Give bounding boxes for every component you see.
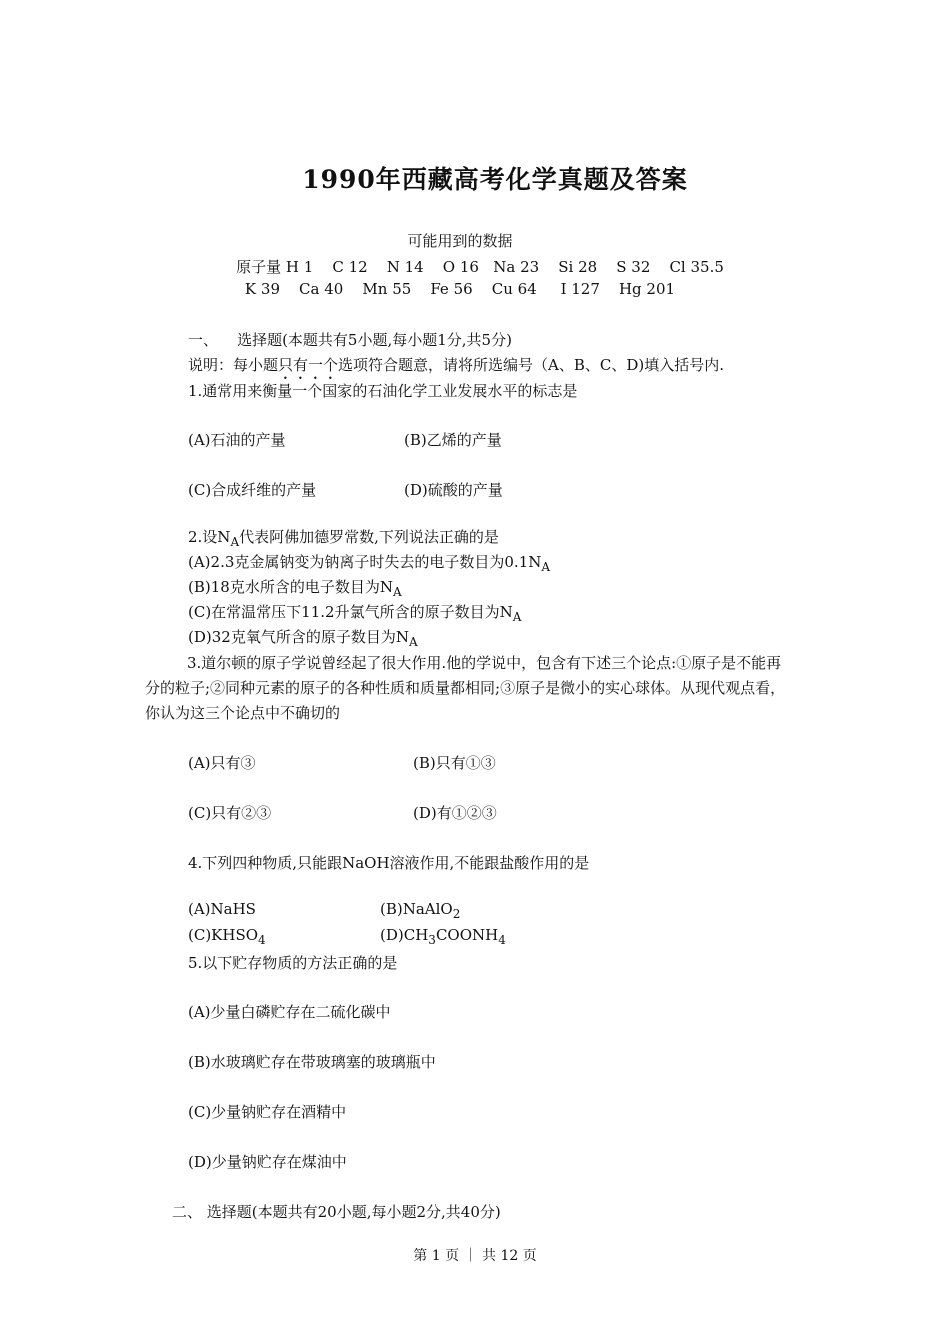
question-5-option-d: (D)少量钠贮存在煤油中: [188, 1153, 347, 1171]
question-1-option-c: (C)合成纤维的产量: [188, 481, 317, 499]
question-3-option-b: (B)只有①③: [413, 754, 496, 772]
section-1-heading: 一、 选择题(本题共有5小题,每小题1分,共5分): [188, 331, 512, 349]
question-1-option-a: (A)石油的产量: [188, 431, 286, 449]
question-5-option-c: (C)少量钠贮存在酒精中: [188, 1103, 347, 1121]
question-2-stem: 2.设$N_A$代表阿佛加德罗常数,下列说法正确的是: [188, 528, 499, 549]
question-1-option-d: (D)硫酸的产量: [404, 481, 503, 499]
question-3-option-a: (A)只有③: [188, 754, 256, 772]
question-4-option-a: (A)NaHS: [188, 900, 256, 918]
question-3-stem: 3.道尔顿的原子学说曾经起了很大作用.他的学说中，包含有下述三个论点:①原子是不能再分的粒子;②同种元素的原子的各种性质和质量都相同;③原子是微小的实心球体。从现代观点看，你认为这三个论点中不确切的: [145, 654, 786, 722]
data-header: 可能用到的数据: [407, 232, 513, 250]
atomic-mass-line-1: 原子量 H 1 C 12 N 14 O 16 Na 23 Si 28 S 32 Cl 35.5: [236, 258, 724, 276]
section-2-heading: 二、 选择题(本题共有20小题,每小题2分,共40分): [172, 1203, 501, 1221]
question-5-stem: 5.以下贮存物质的方法正确的是: [188, 954, 398, 972]
atomic-mass-line-2: K 39 Ca 40 Mn 55 Fe 56 Cu 64 I 127 Hg 201: [244, 280, 676, 298]
question-4-option-c: $(C)KHSO_4$: [188, 926, 266, 947]
question-2-option-b: (B)18克水所含的电子数目为$N_A$: [188, 578, 402, 599]
question-1-option-b: (B)乙烯的产量: [404, 431, 502, 449]
question-4-stem: 4.下列四种物质,只能跟NaOH溶液作用,不能跟盐酸作用的是: [188, 854, 590, 872]
question-4-option-d: $(D)CH_3COONH_4$: [380, 926, 506, 947]
question-5-option-b: (B)水玻璃贮存在带玻璃塞的玻璃瓶中: [188, 1053, 436, 1071]
question-4-option-b: (B)NaAlO$_2$: [380, 900, 461, 921]
question-2-option-a: (A)2.3克金属钠变为钠离子时失去的电子数目为$0.1N_A$: [188, 553, 551, 574]
question-5-option-a: (A)少量白磷贮存在二硫化碳中: [188, 1003, 391, 1021]
page-title: 1990年西藏高考化学真题及答案: [302, 165, 688, 194]
question-2-option-d: (D)32克氧气所含的原子数目为$N_A$: [188, 628, 418, 649]
question-3-option-d: (D)有①②③: [413, 804, 497, 822]
question-2-option-c: (C)在常温常压下11.2升氯气所含的原子数目为$N_A$: [188, 603, 522, 624]
section-1-note: 说明：每小题只有一个选项符合题意，请将所选编号（A、B、C、D)填入括号内.: [188, 356, 725, 374]
page-footer: 第 1 页 ｜ 共 12 页: [413, 1248, 537, 1264]
question-1-stem: 1.通常用来衡量一个国家的石油化学工业发展水平的标志是: [188, 382, 578, 400]
question-3-option-c: (C)只有②③: [188, 804, 272, 822]
